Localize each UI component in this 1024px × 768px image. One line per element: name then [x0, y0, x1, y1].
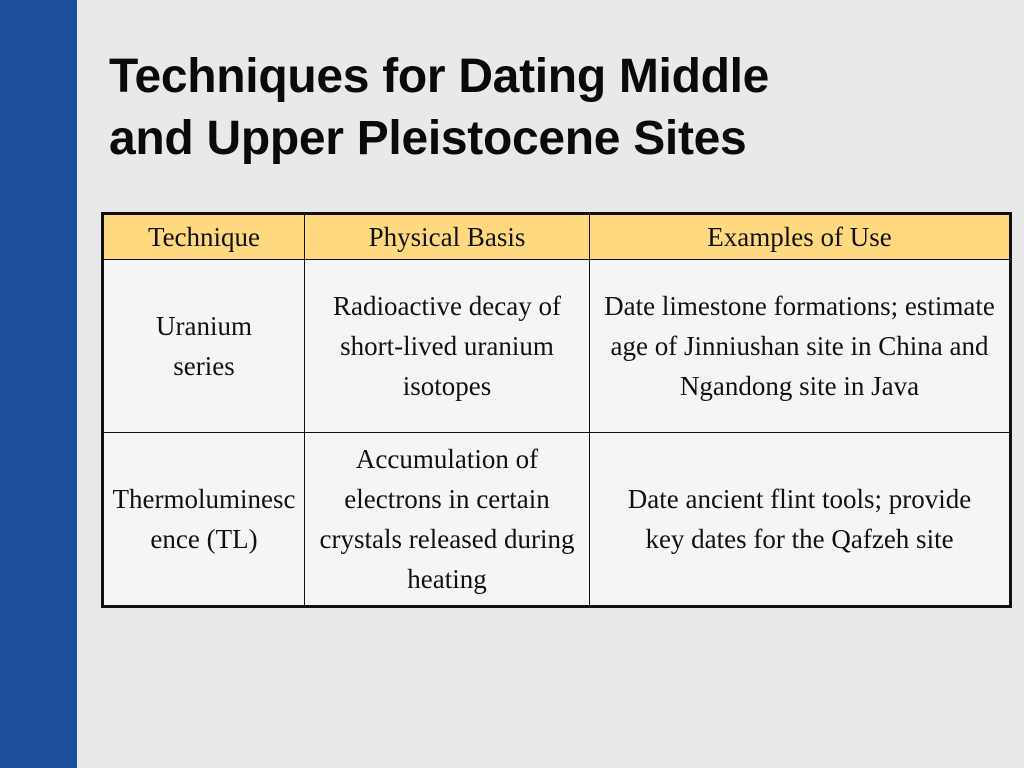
header-physical-basis: Physical Basis — [305, 214, 590, 260]
slide-title-line-1: Techniques for Dating Middle — [109, 50, 770, 103]
table-header-row — [103, 214, 1011, 260]
cell-examples-of-use: Date limestone formations; estimate age of Jinniushan site in China and Ngandong site in Java — [590, 260, 1011, 433]
header-technique: Technique — [103, 214, 305, 260]
cell-technique: Thermoluminescence (TL) — [103, 433, 305, 607]
cell-physical-basis: Radioactive decay of short-lived uranium isotopes — [305, 260, 590, 433]
cell-examples-of-use: Date ancient flint tools; provide key dates for the Qafzeh site — [590, 433, 1011, 607]
slide-title-line-2: and Upper Pleistocene Sites — [109, 112, 747, 165]
cell-technique: Uranium series — [103, 260, 305, 433]
header-examples-of-use: Examples of Use — [590, 214, 1011, 260]
table-row — [103, 433, 1011, 607]
dating-techniques-table — [101, 212, 1012, 608]
table-row — [103, 260, 1011, 433]
cell-physical-basis: Accumulation of electrons in certain crystals released during heating — [305, 433, 590, 607]
slide-title — [109, 46, 989, 170]
side-accent-bar — [0, 0, 77, 768]
